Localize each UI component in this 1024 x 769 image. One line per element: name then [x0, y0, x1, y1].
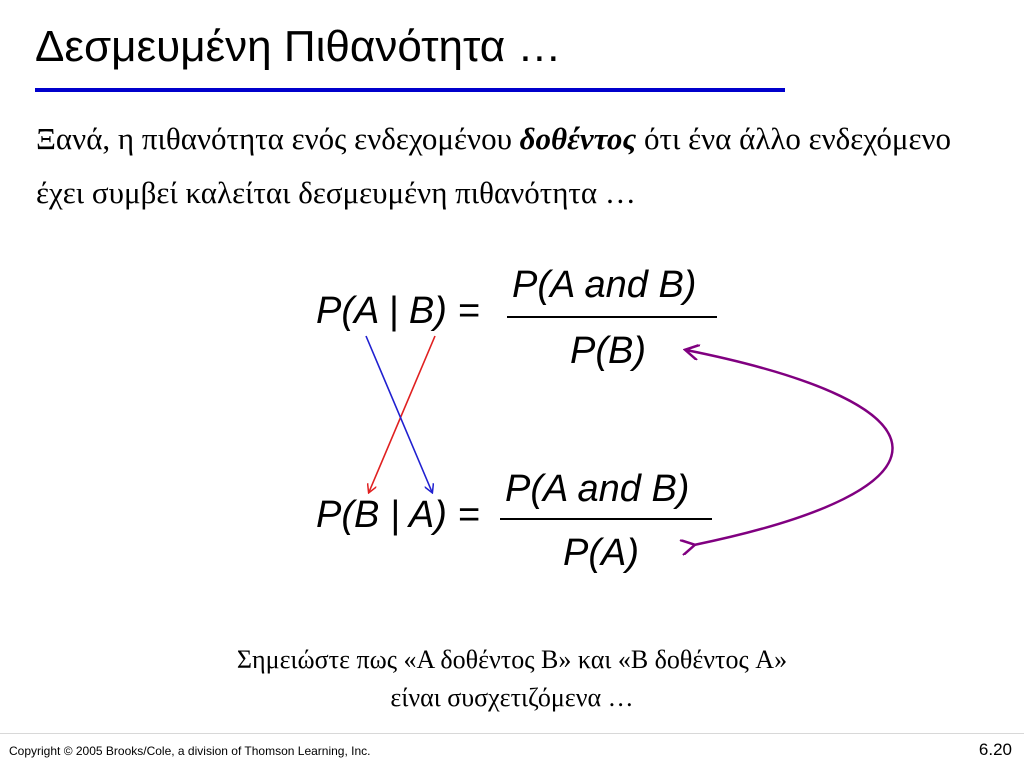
formula-a-given-b-numerator: P(A and B): [512, 264, 697, 306]
copyright-text: Copyright © 2005 Brooks/Cole, a division of Thomson Learning, Inc.: [9, 744, 371, 758]
formula-b-given-a-numerator: P(A and B): [505, 468, 690, 510]
formula-a-given-b-lhs: P(A | B) =: [316, 290, 480, 332]
formula-b-given-a-lhs: P(B | A) =: [316, 494, 480, 536]
note-line-2: είναι συσχετιζόμενα …: [390, 683, 634, 712]
note-text: [0, 641, 1024, 717]
purple-curved-arrow: [686, 350, 893, 545]
note-line-1: Σημειώστε πως «A δοθέντος B» και «B δοθέντος A»: [236, 645, 788, 674]
slide-footer: [0, 733, 1024, 769]
slide-number: 6.20: [978, 740, 1012, 759]
slide-title: Δεσμευμένη Πιθανότητα …: [35, 22, 562, 71]
blue-arrow: [366, 336, 432, 492]
formula-a-given-b-denominator: P(B): [570, 330, 646, 372]
formula-b-given-a-denominator: P(A): [563, 532, 639, 574]
red-arrow: [369, 336, 435, 492]
body-emphasis: δοθέντος: [519, 121, 637, 156]
body-text-after: ότι ένα άλλο ενδεχόμενο έχει συμβεί καλείται δεσμευμένη πιθανότητα …: [36, 121, 952, 210]
body-text-before: Ξανά, η πιθανότητα ενός ενδεχομένου: [36, 121, 520, 156]
